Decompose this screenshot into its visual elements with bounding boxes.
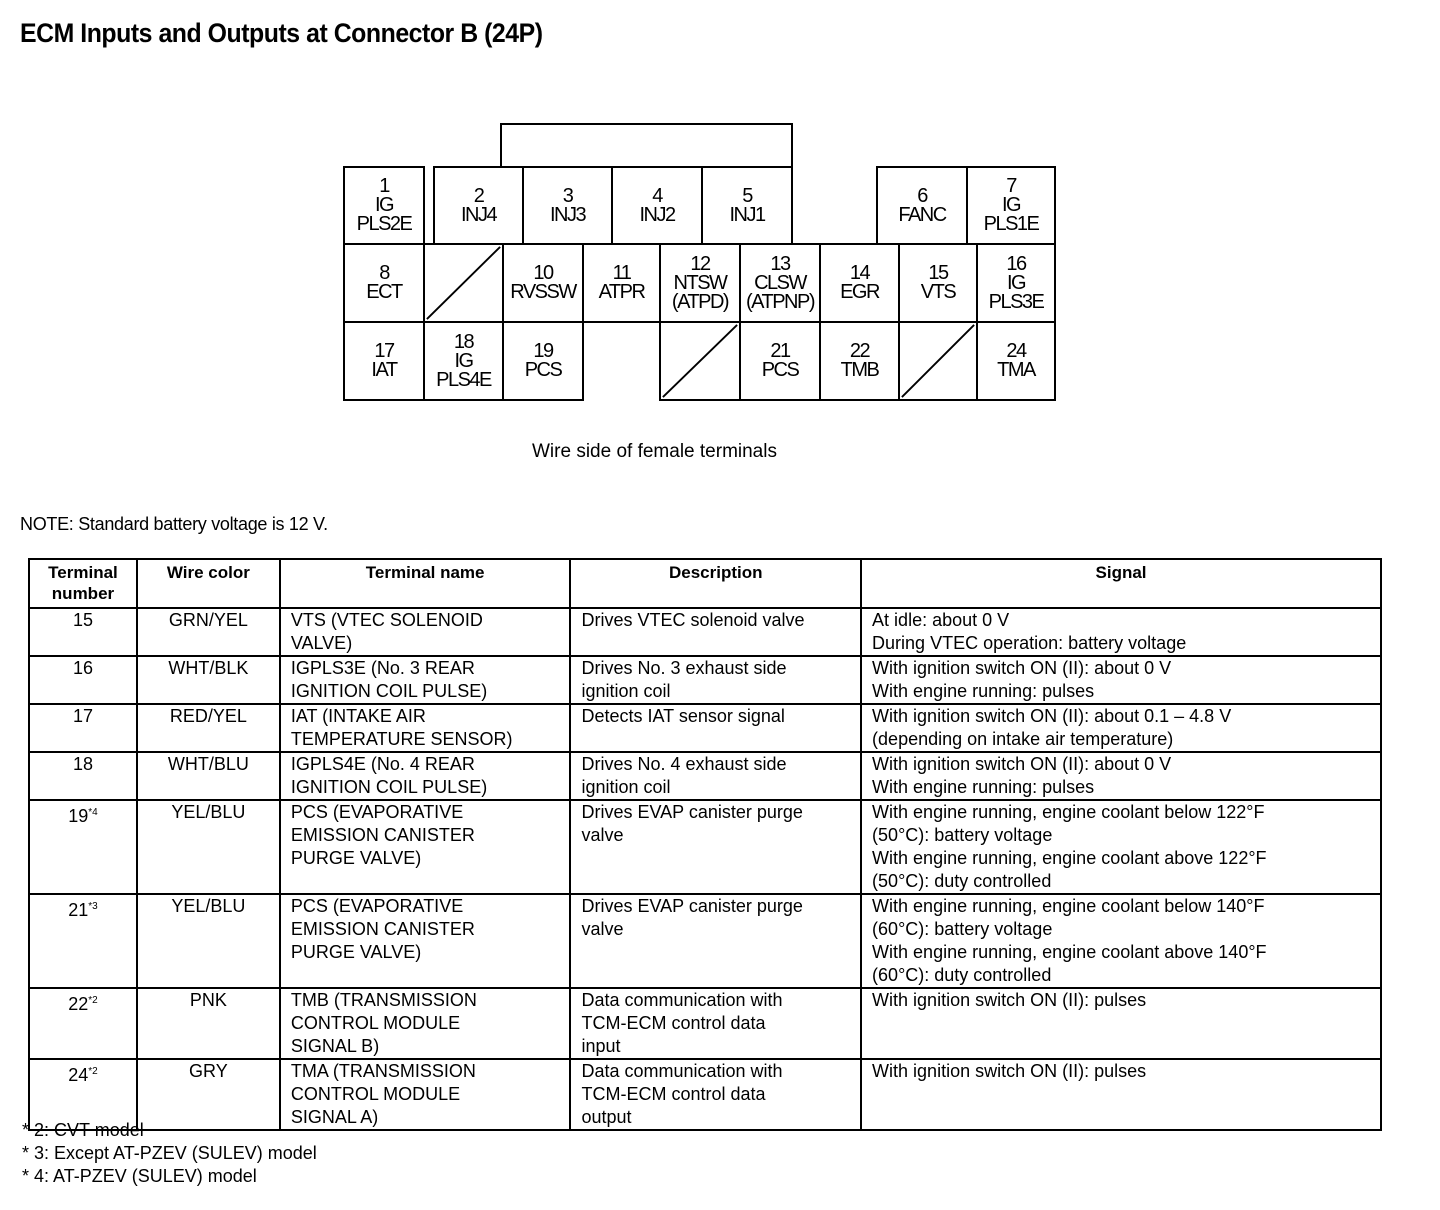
unused-slash — [663, 325, 737, 397]
description-cell — [570, 1059, 861, 1130]
cell-text-line: PCS (EVAPORATIVE — [290, 802, 464, 822]
cell-text-line: TCM-ECM control data — [581, 1013, 766, 1033]
table-row — [29, 988, 1381, 1059]
cell-text-line: With engine running, engine coolant below 140°F — [872, 896, 1265, 916]
cell-text-line: Drives EVAP canister purge — [581, 802, 803, 822]
terminal-signal-label: INJ1 — [729, 203, 765, 226]
footnote-marker: *2 — [88, 995, 98, 1006]
wire-color-cell: WHT/BLU — [137, 752, 280, 800]
cell-text-line: With ignition switch ON (II): about 0.1 – 4.8 V — [872, 706, 1232, 726]
footnote-2: * 2: CVT model — [22, 1120, 144, 1140]
connector-caption: Wire side of female terminals — [532, 441, 777, 462]
terminal-number: 15 — [72, 610, 93, 630]
cell-text-line: SIGNAL A) — [290, 1107, 379, 1127]
signal-cell — [861, 608, 1381, 656]
signal-cell — [861, 988, 1381, 1059]
terminal-name-cell — [280, 608, 571, 656]
terminal-signal-label: RVSSW — [510, 281, 576, 303]
footnote-marker: *2 — [88, 1066, 98, 1077]
wire-color-cell: GRY — [137, 1059, 280, 1130]
terminal-name-cell — [280, 752, 571, 800]
terminal-cell-20-unused — [659, 321, 741, 401]
description-cell — [570, 800, 861, 894]
unused-slash — [902, 325, 974, 397]
signal-cell — [861, 752, 1381, 800]
terminal-cell-9-unused — [423, 243, 504, 323]
terminal-number-label: 8 — [379, 262, 389, 284]
terminal-number-label: 16 — [1006, 252, 1026, 275]
terminal-cell-22 — [819, 321, 900, 401]
terminal-cell-2 — [433, 166, 524, 245]
terminal-number-label: 4 — [652, 184, 662, 207]
footnote-marker: *4 — [88, 807, 98, 818]
terminal-name-cell — [280, 988, 571, 1059]
terminal-cell-10 — [502, 243, 584, 323]
terminal-number: 18 — [72, 754, 93, 774]
terminal-number: 17 — [72, 706, 93, 726]
cell-text-line: PURGE VALVE) — [290, 848, 422, 868]
terminal-cell-24 — [976, 321, 1056, 401]
cell-text-line: (60°C): battery voltage — [872, 919, 1053, 939]
cell-text-line: TMB (TRANSMISSION — [290, 990, 477, 1010]
table-body — [29, 608, 1381, 1130]
terminal-number-cell — [29, 988, 137, 1059]
terminal-signal-label: PCS — [761, 359, 799, 381]
terminal-name-cell — [280, 894, 571, 988]
terminal-cell-19 — [502, 321, 584, 401]
cell-text-line: With engine running, engine coolant above 140°F — [872, 942, 1267, 962]
terminal-signal-label: INJ3 — [549, 203, 586, 226]
terminal-number-label: 11 — [612, 262, 631, 284]
cell-text-line: CONTROL MODULE — [290, 1013, 461, 1033]
terminal-number-cell — [29, 894, 137, 988]
terminal-signal-label: IAT — [371, 359, 397, 381]
cell-text-line: (50°C): duty controlled — [872, 871, 1052, 891]
cell-text-line: During VTEC operation: battery voltage — [872, 633, 1187, 653]
wire-color-cell: WHT/BLK — [137, 656, 280, 704]
terminal-number-label: 18 — [453, 330, 474, 353]
terminal-number-label: 22 — [849, 340, 870, 362]
terminal-signal-label: PCS — [524, 359, 562, 381]
terminal-spec-table — [28, 558, 1382, 1131]
terminal-name-cell — [280, 656, 571, 704]
terminal-number-cell — [29, 704, 137, 752]
cell-text-line: With ignition switch ON (II): pulses — [872, 990, 1147, 1010]
terminal-signal-label: TMA — [997, 359, 1035, 381]
header-description: Description — [570, 559, 861, 608]
cell-text-line: At idle: about 0 V — [872, 610, 1010, 630]
cell-text-line: Drives No. 4 exhaust side — [581, 754, 787, 774]
cell-text-line: IAT (INTAKE AIR — [290, 706, 426, 726]
cell-text-line: (60°C): duty controlled — [872, 965, 1052, 985]
terminal-number-label: 1 — [379, 175, 389, 197]
cell-text-line: Data communication with — [581, 1061, 783, 1081]
terminal-signal-label: (ATPD) — [671, 290, 729, 313]
terminal-signal-label: INJ4 — [460, 203, 497, 226]
wire-color-cell: YEL/BLU — [137, 894, 280, 988]
cell-text-line: Detects IAT sensor signal — [581, 706, 785, 726]
terminal-signal-label: TMB — [840, 359, 879, 381]
terminal-number-label: 5 — [742, 184, 752, 207]
terminal-signal-label: PLS4E — [436, 368, 491, 391]
terminal-signal-label: PLS1E — [983, 213, 1039, 235]
terminal-signal-label: IG — [1006, 271, 1026, 294]
cell-text-line: CONTROL MODULE — [290, 1084, 461, 1104]
terminal-cell-23-unused — [898, 321, 978, 401]
description-cell — [570, 894, 861, 988]
cell-text-line: With ignition switch ON (II): about 0 V — [872, 754, 1172, 774]
description-cell — [570, 608, 861, 656]
unused-slash — [427, 247, 500, 319]
cell-text-line: TMA (TRANSMISSION — [290, 1061, 476, 1081]
terminal-cell-17 — [343, 321, 425, 401]
terminal-cell-4 — [611, 166, 703, 245]
header-terminal-name: Terminal name — [280, 559, 571, 608]
terminal-number: 22 — [68, 994, 89, 1014]
terminal-cell-5 — [701, 166, 793, 245]
terminal-signal-label: FANC — [898, 203, 946, 226]
cell-text-line: PURGE VALVE) — [290, 942, 422, 962]
terminal-cell-13 — [739, 243, 821, 323]
connector-lock-tab — [500, 123, 793, 169]
terminal-number-cell — [29, 752, 137, 800]
terminal-signal-label: PLS3E — [988, 290, 1044, 313]
terminal-number-label: 21 — [770, 340, 790, 362]
cell-text-line: TCM-ECM control data — [581, 1084, 766, 1104]
wire-color-cell: PNK — [137, 988, 280, 1059]
table-row — [29, 752, 1381, 800]
terminal-number-label: 19 — [533, 340, 553, 362]
description-cell — [570, 988, 861, 1059]
terminal-number-label: 17 — [374, 340, 394, 362]
cell-text-line: valve — [581, 825, 624, 845]
signal-cell — [861, 704, 1381, 752]
cell-text-line: With engine running: pulses — [872, 681, 1095, 701]
terminal-signal-label: VTS — [920, 281, 956, 303]
cell-text-line: (depending on intake air temperature) — [872, 729, 1174, 749]
terminal-number-cell — [29, 656, 137, 704]
cell-text-line: output — [581, 1107, 632, 1127]
cell-text-line: Drives No. 3 exhaust side — [581, 658, 787, 678]
terminal-cell-14 — [819, 243, 900, 323]
description-cell — [570, 704, 861, 752]
terminal-cell-3 — [522, 166, 613, 245]
cell-text-line: VALVE) — [290, 633, 353, 653]
header-wire-color: Wire color — [137, 559, 280, 608]
terminal-cell-18 — [423, 321, 504, 401]
cell-text-line: IGPLS3E (No. 3 REAR — [290, 658, 475, 678]
header-terminal-number: Terminal number — [29, 559, 137, 608]
footnote-marker: *3 — [88, 901, 98, 912]
table-row — [29, 608, 1381, 656]
terminal-cell-16 — [976, 243, 1056, 323]
terminal-cell-8 — [343, 243, 425, 323]
table-row — [29, 704, 1381, 752]
terminal-number-cell — [29, 608, 137, 656]
cell-text-line: ignition coil — [581, 777, 671, 797]
terminal-signal-label: CLSW — [754, 271, 806, 294]
terminal-cell-15 — [898, 243, 978, 323]
cell-text-line: IGNITION COIL PULSE) — [290, 777, 488, 797]
wire-color-cell: RED/YEL — [137, 704, 280, 752]
terminal-cell-11 — [582, 243, 661, 323]
terminal-number-label: 3 — [562, 184, 573, 207]
table-header-row — [29, 559, 1381, 608]
terminal-number-label: 15 — [928, 262, 948, 284]
cell-text-line: With ignition switch ON (II): about 0 V — [872, 658, 1172, 678]
terminal-number-label: 14 — [849, 262, 870, 284]
signal-cell — [861, 894, 1381, 988]
table-row — [29, 800, 1381, 894]
battery-voltage-note: NOTE: Standard battery voltage is 12 V. — [20, 514, 328, 534]
terminal-number-label: 2 — [473, 184, 484, 207]
cell-text-line: With engine running, engine coolant below 122°F — [872, 802, 1265, 822]
table-row — [29, 656, 1381, 704]
cell-text-line: (50°C): battery voltage — [872, 825, 1053, 845]
signal-cell — [861, 800, 1381, 894]
cell-text-line: IGPLS4E (No. 4 REAR — [290, 754, 475, 774]
footnote-4: * 4: AT-PZEV (SULEV) model — [22, 1166, 257, 1186]
terminal-number-label: 7 — [1006, 175, 1016, 197]
terminal-name-cell — [280, 800, 571, 894]
cell-text-line: valve — [581, 919, 624, 939]
terminal-cell-7 — [966, 166, 1056, 245]
cell-text-line: EMISSION CANISTER — [290, 825, 475, 845]
terminal-number-label: 12 — [690, 252, 710, 275]
cell-text-line: VTS (VTEC SOLENOID — [290, 610, 483, 630]
page-title: ECM Inputs and Outputs at Connector B (24P) — [20, 18, 543, 48]
description-cell — [570, 752, 861, 800]
cell-text-line: IGNITION COIL PULSE) — [290, 681, 488, 701]
terminal-number-cell — [29, 800, 137, 894]
terminal-name-cell — [280, 1059, 571, 1130]
terminal-signal-label: ATPR — [598, 281, 645, 303]
wire-color-cell: YEL/BLU — [137, 800, 280, 894]
signal-cell — [861, 656, 1381, 704]
footnote-3: * 3: Except AT-PZEV (SULEV) model — [22, 1143, 317, 1163]
terminal-signal-label: NTSW — [673, 271, 727, 294]
terminal-number-label: 10 — [533, 262, 553, 284]
terminal-cell-12 — [659, 243, 741, 323]
terminal-signal-label: IG — [454, 349, 473, 372]
terminal-cell-6 — [876, 166, 968, 245]
terminal-cell-21 — [739, 321, 821, 401]
terminal-number-label: 13 — [770, 252, 790, 275]
cell-text-line: Drives EVAP canister purge — [581, 896, 803, 916]
terminal-cell-1 — [343, 166, 425, 245]
terminal-number: 16 — [72, 658, 93, 678]
description-cell — [570, 656, 861, 704]
terminal-number-label: 6 — [917, 184, 927, 207]
signal-cell — [861, 1059, 1381, 1130]
terminal-number: 19 — [68, 806, 89, 826]
terminal-number: 21 — [68, 900, 89, 920]
terminal-name-cell — [280, 704, 571, 752]
header-signal: Signal — [861, 559, 1381, 608]
wire-color-cell: GRN/YEL — [137, 608, 280, 656]
cell-text-line: With engine running, engine coolant above 122°F — [872, 848, 1267, 868]
cell-text-line: With ignition switch ON (II): pulses — [872, 1061, 1147, 1081]
cell-text-line: TEMPERATURE SENSOR) — [290, 729, 513, 749]
terminal-number-label: 24 — [1006, 340, 1026, 362]
footnotes — [22, 1119, 317, 1188]
cell-text-line: PCS (EVAPORATIVE — [290, 896, 464, 916]
terminal-signal-label: (ATPNP) — [745, 290, 814, 313]
terminal-signal-label: IG — [374, 194, 394, 216]
cell-text-line: Drives VTEC solenoid valve — [581, 610, 805, 630]
terminal-signal-label: PLS2E — [356, 213, 412, 235]
cell-text-line: SIGNAL B) — [290, 1036, 380, 1056]
cell-text-line: With engine running: pulses — [872, 777, 1095, 797]
cell-text-line: ignition coil — [581, 681, 671, 701]
cell-text-line: EMISSION CANISTER — [290, 919, 475, 939]
terminal-signal-label: IG — [1001, 194, 1021, 216]
terminal-signal-label: ECT — [366, 281, 402, 303]
table-row — [29, 894, 1381, 988]
terminal-signal-label: EGR — [840, 281, 879, 303]
cell-text-line: Data communication with — [581, 990, 783, 1010]
terminal-number: 24 — [68, 1065, 89, 1085]
cell-text-line: input — [581, 1036, 621, 1056]
terminal-signal-label: INJ2 — [639, 203, 675, 226]
